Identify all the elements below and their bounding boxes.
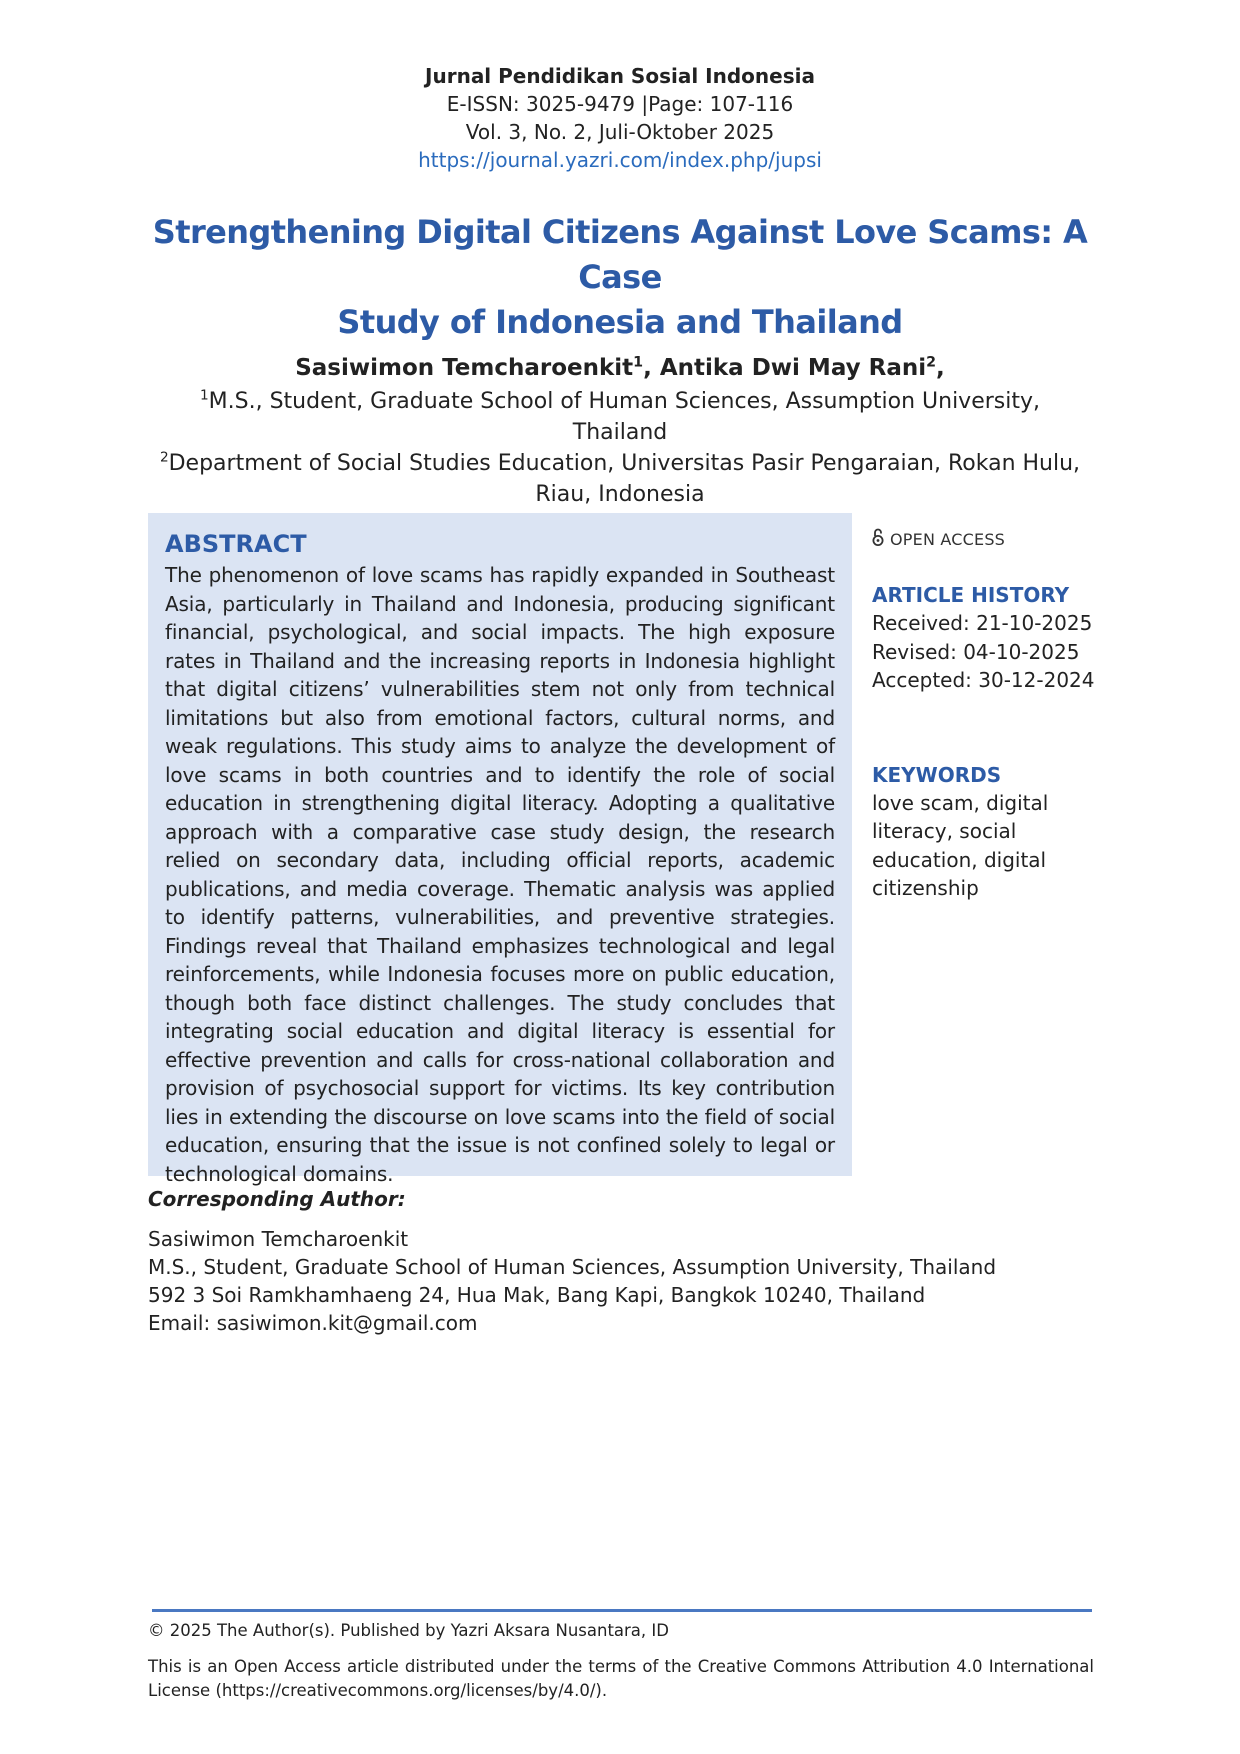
author-2-name: Antika Dwi May Rani bbox=[659, 355, 927, 381]
affiliation-2 bbox=[150, 448, 1090, 510]
corresponding-author-block bbox=[148, 1185, 1048, 1337]
accepted-date: Accepted: 30-12-2024 bbox=[872, 668, 1095, 692]
keywords-list: love scam, digital literacy, social education, digital citizenship bbox=[872, 790, 1049, 900]
article-info-sidebar bbox=[872, 528, 1112, 903]
affiliation-2-mark: 2 bbox=[159, 449, 169, 466]
author-list-trailing: , bbox=[936, 355, 945, 381]
abstract-box bbox=[148, 513, 852, 1186]
corresponding-author-heading: Corresponding Author: bbox=[148, 1187, 406, 1211]
affiliation-2-text: Department of Social Studies Education, Universitas Pasir Pengaraian, Rokan Hulu, Riau, Indonesia bbox=[168, 451, 1081, 507]
article-title-line1: Strengthening Digital Citizens Against Love Scams: A Case bbox=[152, 213, 1088, 296]
author-list bbox=[0, 352, 1240, 384]
article-history-heading: ARTICLE HISTORY bbox=[872, 583, 1070, 607]
keywords-heading: KEYWORDS bbox=[872, 762, 1002, 787]
article-title bbox=[140, 210, 1100, 345]
author-separator: , bbox=[643, 355, 660, 381]
abstract-heading: ABSTRACT bbox=[165, 530, 307, 558]
license-notice: This is an Open Access article distributed under the terms of the Creative Commons Attribution 4.0 International License (https://creativecommons.org/licenses/by/4.0/). bbox=[148, 1657, 1094, 1700]
affiliations bbox=[150, 386, 1090, 510]
open-access-lock-icon bbox=[872, 528, 884, 551]
issn-line: E-ISSN: 3025-9479 |Page: 107-116 bbox=[446, 92, 794, 116]
page-footer bbox=[148, 1619, 1094, 1703]
footer-divider bbox=[152, 1609, 1092, 1612]
open-access-label: OPEN ACCESS bbox=[890, 530, 1006, 549]
corresponding-author-address: 592 3 Soi Ramkhamhaeng 24, Hua Mak, Bang Kapi, Bangkok 10240, Thailand bbox=[148, 1283, 926, 1307]
author-1-name: Sasiwimon Temcharoenkit bbox=[295, 355, 634, 381]
journal-url-link[interactable]: https://journal.yazri.com/index.php/jupsi bbox=[418, 148, 822, 172]
article-title-line2: Study of Indonesia and Thailand bbox=[337, 303, 903, 341]
corresponding-author-email[interactable]: Email: sasiwimon.kit@gmail.com bbox=[148, 1311, 478, 1335]
open-access-badge bbox=[872, 528, 1112, 551]
affiliation-1-text: M.S., Student, Graduate School of Human Sciences, Assumption University, Thailand bbox=[208, 389, 1040, 445]
copyright-notice: © 2025 The Author(s). Published by Yazri Aksara Nusantara, ID bbox=[148, 1621, 669, 1640]
affiliation-1 bbox=[150, 386, 1090, 448]
corresponding-author-affiliation: M.S., Student, Graduate School of Human Sciences, Assumption University, Thailand bbox=[148, 1255, 997, 1279]
revised-date: Revised: 04-10-2025 bbox=[872, 639, 1080, 664]
author-2-affiliation-mark: 2 bbox=[926, 354, 937, 371]
affiliation-1-mark: 1 bbox=[199, 387, 209, 404]
author-1-affiliation-mark: 1 bbox=[633, 354, 644, 371]
corresponding-author-name: Sasiwimon Temcharoenkit bbox=[148, 1227, 409, 1251]
journal-header bbox=[0, 62, 1240, 174]
received-date: Received: 21-10-2025 bbox=[872, 611, 1093, 635]
journal-name: Jurnal Pendidikan Sosial Indonesia bbox=[425, 64, 815, 88]
volume-line: Vol. 3, No. 2, Juli-Oktober 2025 bbox=[465, 120, 775, 144]
abstract-text: The phenomenon of love scams has rapidly expanded in Southeast Asia, particularly in Thailand and Indonesia, producing significant financial, psychological, and social impacts. The high exposure rates in Thailand and the increasing reports in Indonesia highlight that digital citizens’ vulnerabilities stem not only from technical limitations but also from emotional factors, cultural norms, and weak regulations. This study aims to analyze the development of love scams in both countries and to identify the role of social education in strengthening digital literacy. Adopting a qualitative approach with a comparative case study design, the research relied on secondary data, including official reports, academic publications, and media coverage. Thematic analysis was applied to identify patterns, vulnerabilities, and preventive strategies. Findings reveal that Thailand emphasizes technological and legal reinforcements, while Indonesia focuses more on public education, though both face distinct challenges. The study concludes that integrating social education and digital literacy is essential for effective prevention and calls for cross-national collaboration and provision of psychosocial support for victims. Its key contribution lies in extending the discourse on love scams into the field of social education, ensuring that the issue is not confined solely to legal or technological domains. bbox=[165, 563, 835, 1186]
